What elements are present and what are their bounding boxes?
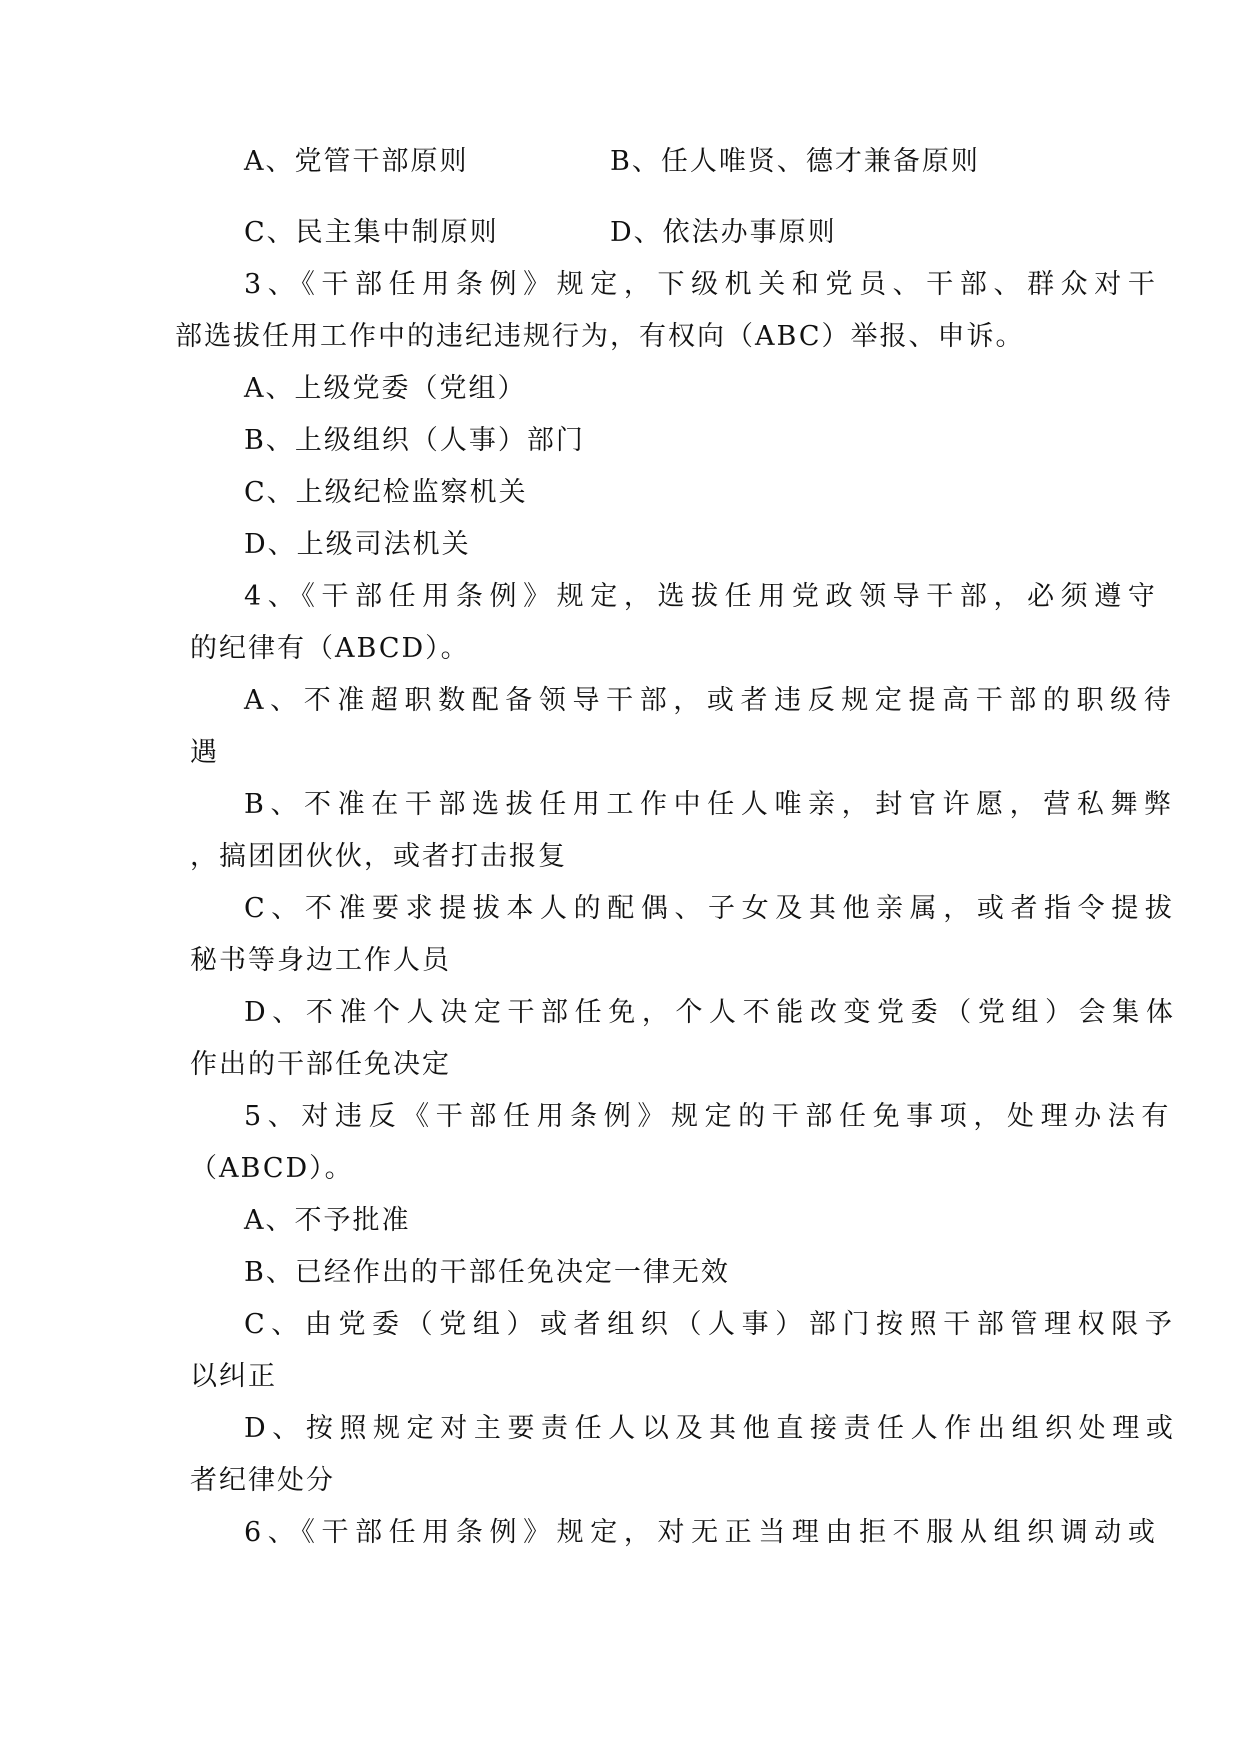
q5-option-a: A、不予批准 bbox=[244, 1205, 411, 1236]
q5-option-d-line-1: D、按照规定对主要责任人以及其他直接责任人作出组织处理或 bbox=[244, 1413, 1180, 1444]
q3-option-d: D、上级司法机关 bbox=[244, 529, 471, 560]
q4-option-c-line-2: 秘书等身边工作人员 bbox=[190, 945, 451, 976]
q5-option-c-line-1: C、由党委（党组）或者组织（人事）部门按照干部管理权限予 bbox=[244, 1309, 1179, 1340]
q2-option-c: C、民主集中制原则 bbox=[244, 217, 499, 248]
q3-option-b: B、上级组织（人事）部门 bbox=[244, 425, 585, 456]
q4-option-d-line-2: 作出的干部任免决定 bbox=[190, 1049, 451, 1080]
q5-stem-line-2: （ABCD）。 bbox=[190, 1153, 354, 1184]
q5-option-c-line-2: 以纠正 bbox=[190, 1361, 277, 1392]
q4-option-a-line-1: A、不准超职数配备领导干部，或者违反规定提高干部的职级待 bbox=[244, 685, 1178, 716]
q2-option-b: B、任人唯贤、德才兼备原则 bbox=[610, 146, 980, 177]
q3-option-c: C、上级纪检监察机关 bbox=[244, 477, 528, 508]
q4-option-b-line-1: B、不准在干部选拔任用工作中任人唯亲，封官许愿，营私舞弊 bbox=[244, 789, 1178, 820]
q5-option-d-line-2: 者纪律处分 bbox=[190, 1465, 335, 1496]
q4-stem-line-2: 的纪律有（ABCD）。 bbox=[190, 633, 470, 664]
q4-option-b-line-2: ，搞团团伙伙，或者打击报复 bbox=[190, 841, 567, 872]
q4-option-d-line-1: D、不准个人决定干部任免，个人不能改变党委（党组）会集体 bbox=[244, 997, 1180, 1028]
q3-option-a: A、上级党委（党组） bbox=[244, 373, 527, 404]
q4-stem-line-1: 4、《干部任用条例》规定，选拔任用党政领导干部，必须遵守 bbox=[244, 581, 1162, 612]
q3-stem-line-1: 3、《干部任用条例》规定，下级机关和党员、干部、群众对干 bbox=[244, 269, 1162, 300]
q2-option-d: D、依法办事原则 bbox=[610, 217, 837, 248]
q5-stem-line-1: 5、对违反《干部任用条例》规定的干部任免事项，处理办法有 bbox=[244, 1101, 1175, 1132]
q2-option-a: A、党管干部原则 bbox=[244, 146, 469, 177]
q4-option-c-line-1: C、不准要求提拔本人的配偶、子女及其他亲属，或者指令提拔 bbox=[244, 893, 1179, 924]
q5-option-b: B、已经作出的干部任免决定一律无效 bbox=[244, 1257, 730, 1288]
q6-stem-line-1: 6、《干部任用条例》规定，对无正当理由拒不服从组织调动或 bbox=[244, 1517, 1162, 1548]
q4-option-a-line-2: 遇 bbox=[190, 737, 219, 768]
q3-stem-line-2: 部选拔任用工作中的违纪违规行为，有权向（ABC）举报、申诉。 bbox=[175, 321, 1025, 352]
